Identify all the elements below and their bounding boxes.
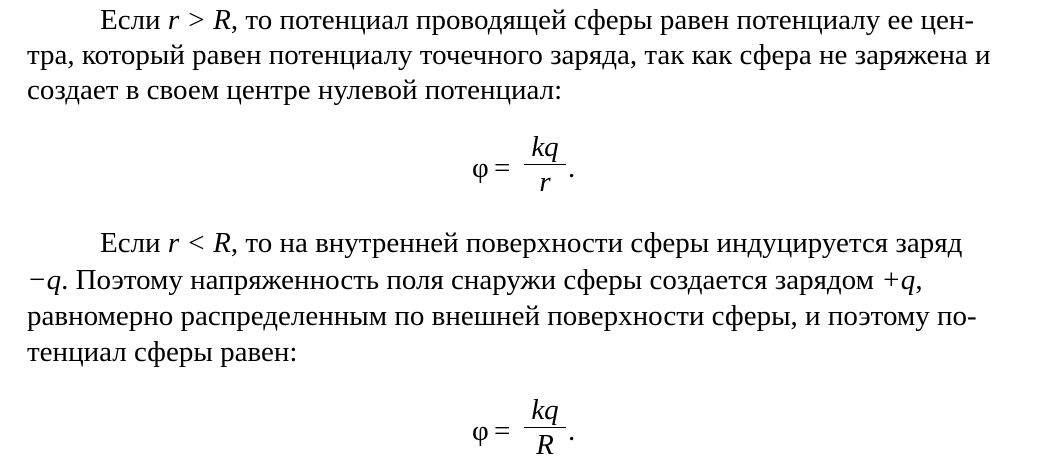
p2-line-2-end: ,	[915, 264, 923, 296]
p1-line-3: создает в своем центре нулевой потенциал:	[27, 74, 563, 106]
formula2-phi: φ	[472, 415, 489, 447]
formula1-equals: =	[494, 152, 511, 184]
p1-line-2: тра, который равен потенциалу точечного заряда, так как сфера не заряжена и	[27, 39, 991, 71]
p2-line-2-mid: . Поэтому напряженность поля снаружи сферы создается зарядом	[61, 264, 882, 296]
formula1-period: .	[568, 152, 576, 184]
formula1-numerator: kq	[531, 131, 559, 163]
p1-line-1-pre: Если	[100, 4, 168, 36]
formula2-equals: =	[494, 415, 511, 447]
formula2-period: .	[568, 415, 576, 447]
p1-condition: r > R	[167, 4, 231, 36]
p2-negative-charge: −q	[27, 264, 62, 296]
p2-condition: r < R	[167, 227, 231, 259]
p1-line-1	[100, 2, 974, 38]
formula1-fraction	[522, 130, 568, 199]
formula1-denominator: r	[539, 166, 551, 198]
p2-line-4: тенциал сферы равен:	[27, 336, 298, 368]
p2-line-1	[100, 225, 962, 261]
formula-potential-outside	[472, 130, 612, 210]
formula-potential-sphere	[472, 393, 612, 473]
formula2-fraction	[522, 393, 568, 462]
p2-positive-charge: +q	[881, 264, 916, 296]
p2-line-1-post: , то на внутренней поверхности сферы индуцируется заряд	[230, 227, 963, 259]
formula2-numerator: kq	[531, 394, 559, 426]
p2-line-1-pre: Если	[100, 227, 168, 259]
p1-line-1-post: , то потенциал проводящей сферы равен потенциалу ее цен-	[230, 4, 975, 36]
p2-line-3: равномерно распределенным по внешней поверхности сферы, и поэтому по-	[27, 300, 977, 332]
formula2-denominator: R	[536, 429, 554, 461]
formula1-phi: φ	[472, 152, 489, 184]
p2-line-2	[27, 262, 923, 298]
